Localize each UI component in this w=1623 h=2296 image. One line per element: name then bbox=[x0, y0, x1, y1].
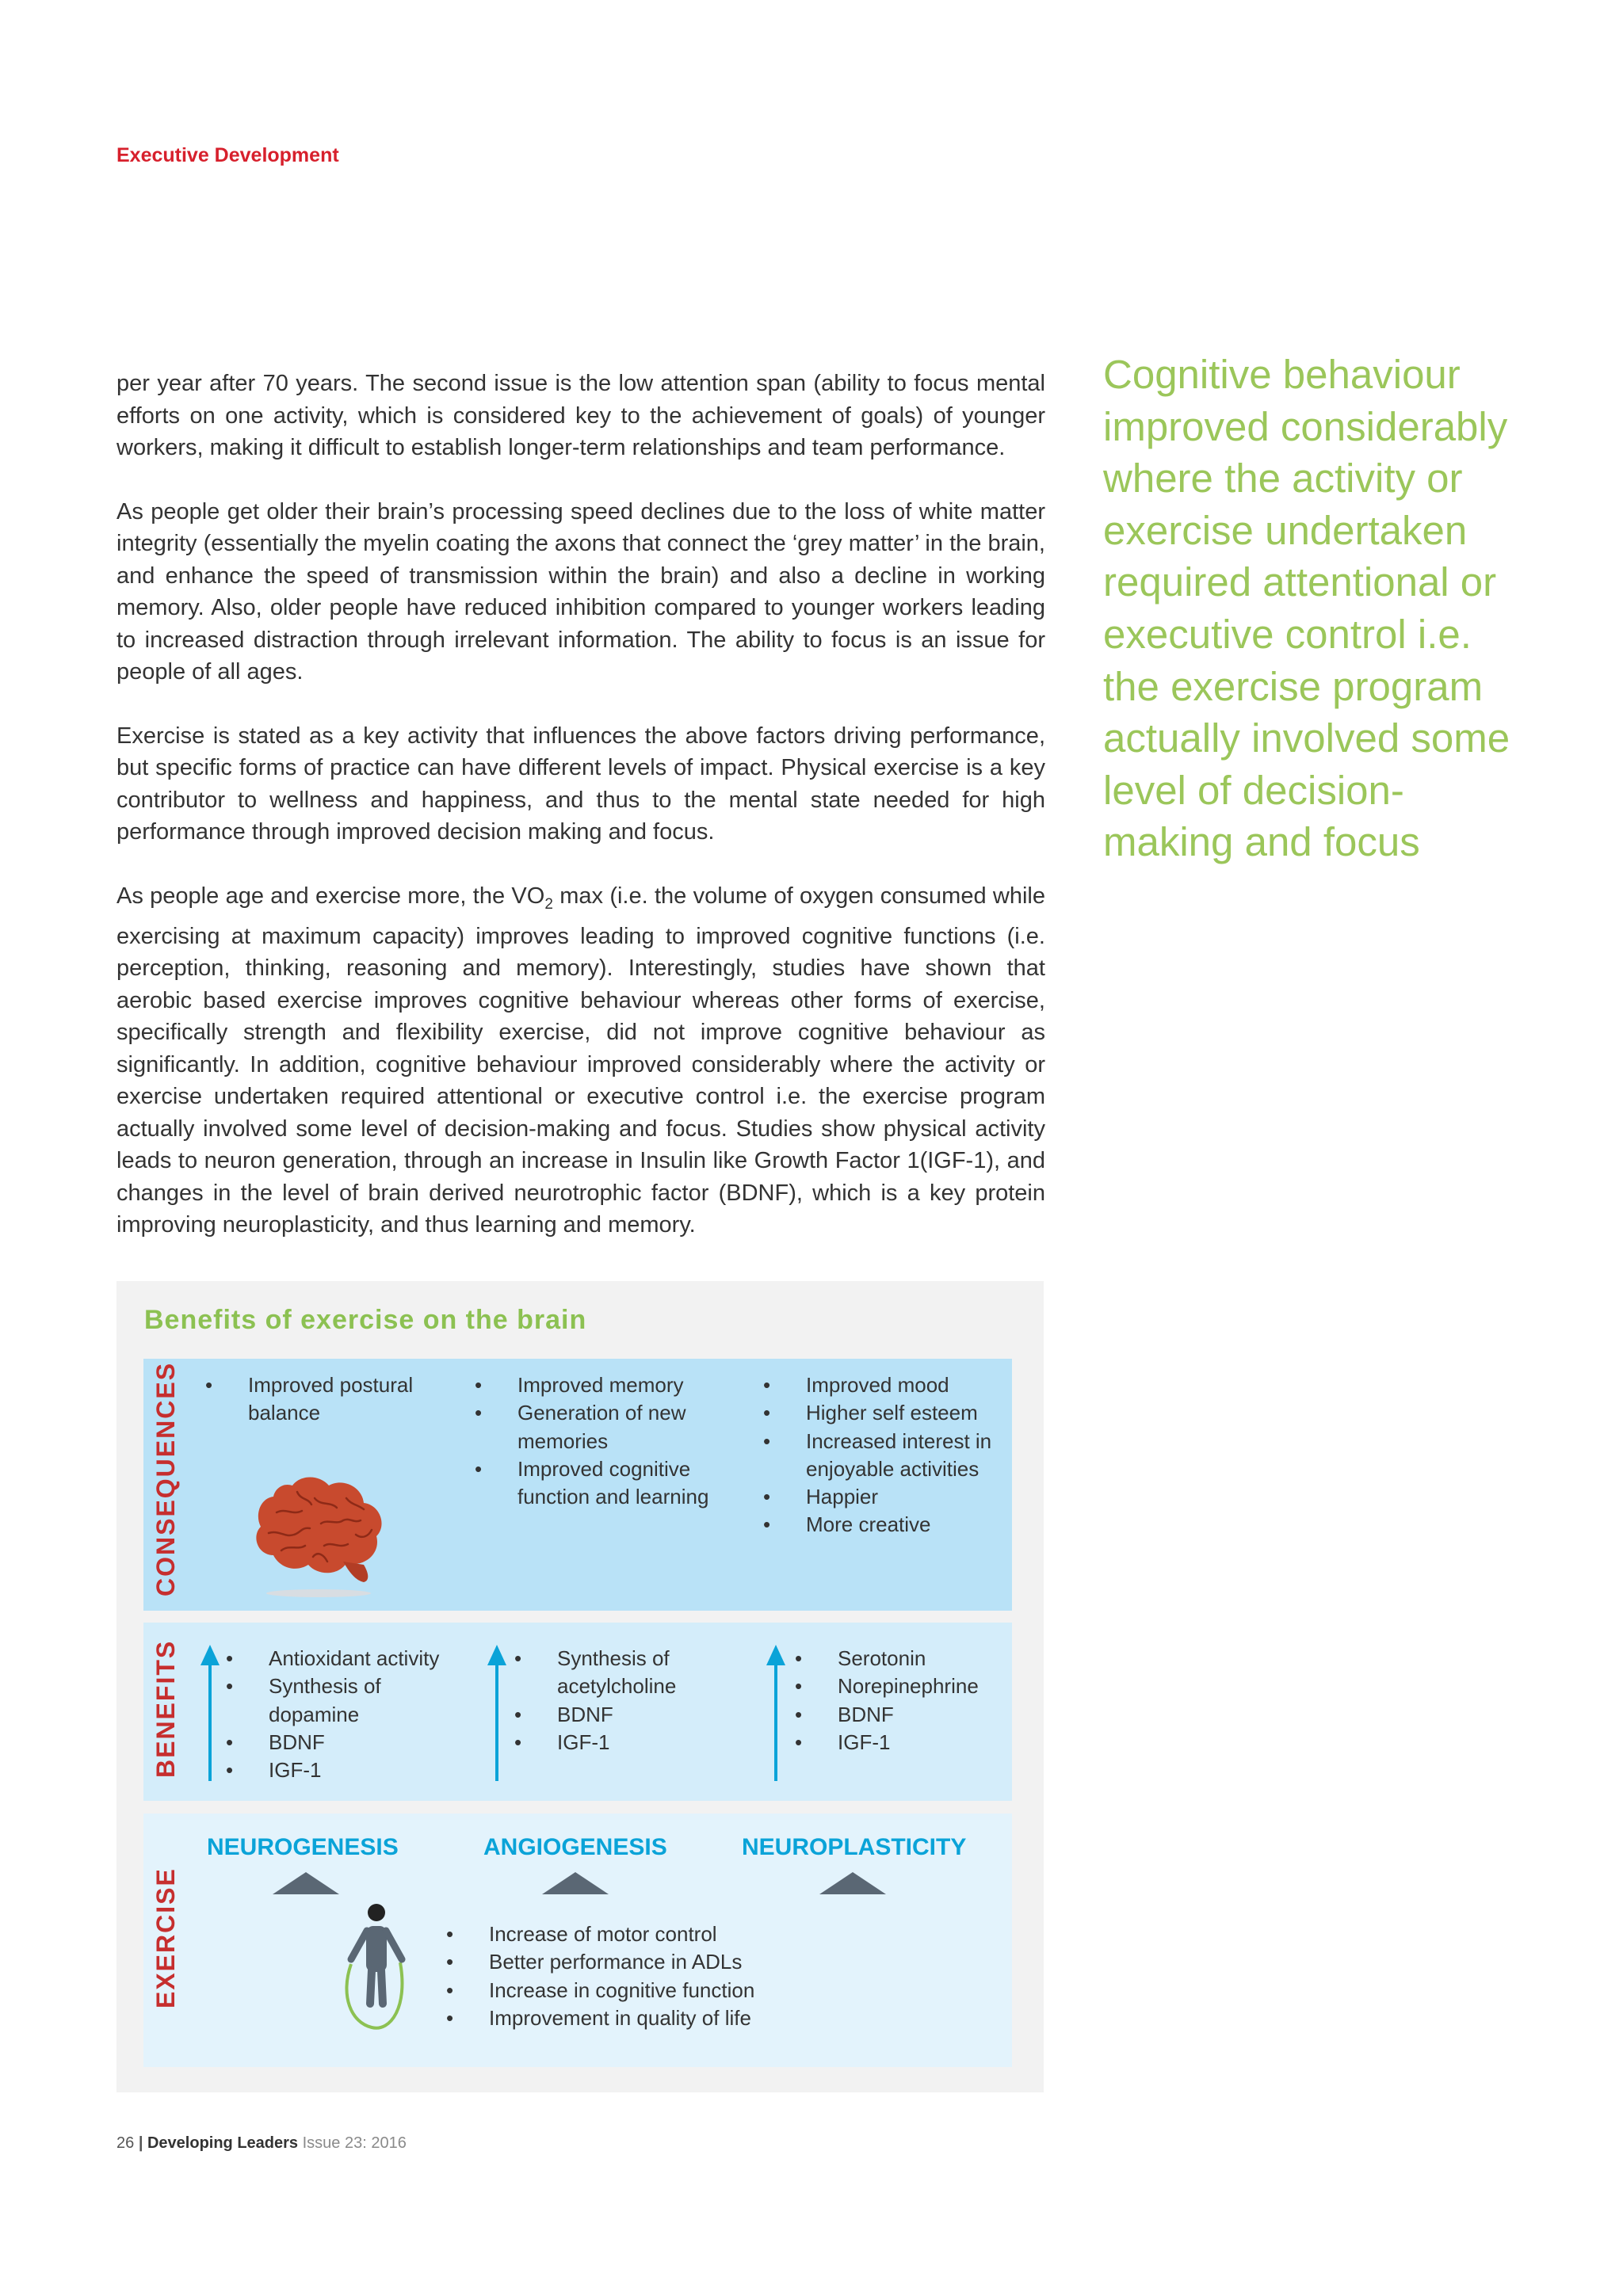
benefits-label: BENEFITS bbox=[151, 1639, 180, 1778]
list-item: • Improved memory bbox=[475, 1371, 720, 1399]
list-item: • Happier bbox=[763, 1483, 1001, 1511]
list-item: • IGF-1 bbox=[514, 1729, 736, 1756]
list-item: • Increase of motor control bbox=[446, 1920, 827, 1948]
p4-sub: 2 bbox=[544, 895, 553, 913]
list-item: • Better performance in ADLs bbox=[446, 1948, 827, 1976]
list-item: • BDNF bbox=[795, 1701, 1001, 1729]
consequences-list-3 bbox=[763, 1371, 1001, 1539]
p4-pre: As people age and exercise more, the VO bbox=[116, 883, 545, 909]
list-item: • IGF-1 bbox=[795, 1729, 1001, 1756]
page-number: 26 bbox=[116, 2134, 135, 2152]
list-item: • Increased interest in enjoyable activities bbox=[763, 1428, 1001, 1484]
list-item: • Synthesis of acetylcholine bbox=[514, 1645, 736, 1701]
list-item: • Improved postural balance bbox=[205, 1371, 419, 1428]
list-item: • More creative bbox=[763, 1511, 1001, 1539]
list-item: • Higher self esteem bbox=[763, 1399, 1001, 1427]
p4-post: max (i.e. the volume of oxygen consumed while exercising at maximum capacity) improves leading to improved cognitive functions (i.e. perception, thinking, reasoning and memory). Interestingly, studies have shown that aerobic based exercise improves cognitive behaviour whereas other forms of exercise, specifically strength and flexibility exercise, did not improve cognitive behaviour as significantly. In addition, cognitive behaviour improved considerably where the activity or exercise undertaken required attentional or executive control i.e. the exercise program actually involved some level of decision-making and focus. Studies show physical activity leads to neuron generation, through an increase in Insulin like Growth Factor 1(IGF-1), and changes in the level of brain derived neurotrophic factor (BDNF), which is a key protein improving neuroplasticity, and thus learning and memory. bbox=[116, 883, 1046, 1238]
paragraph-1: per year after 70 years. The second issue is the low attention span (ability to focus mental efforts on one activity, which is considered key to the achievement of goals) of younger workers, making it difficult to establish longer-term relationships and team performance. bbox=[116, 371, 1045, 460]
consequences-label: CONSEQUENCES bbox=[151, 1361, 180, 1596]
exercise-list bbox=[446, 1920, 827, 2032]
consequences-band bbox=[143, 1359, 1012, 1611]
benefits-list-1 bbox=[226, 1645, 456, 1784]
triangle-icon bbox=[819, 1872, 886, 1894]
exercise-label: EXERCISE bbox=[151, 1867, 180, 2008]
benefits-band bbox=[143, 1623, 1012, 1801]
brain-icon bbox=[245, 1457, 392, 1600]
list-item: • Improvement in quality of life bbox=[446, 2004, 827, 2032]
section-title: Executive Development bbox=[116, 144, 339, 166]
paragraph-3: Exercise is stated as a key activity that influences the above factors driving performance, but specific forms of practice can have different levels of impact. Physical exercise is a key contributor to wellness and happiness, and thus to the mental state needed for high performance through improved decision making and focus. bbox=[116, 723, 1045, 845]
up-arrow-icon bbox=[766, 1645, 785, 1781]
publication-name: Developing Leaders bbox=[147, 2134, 299, 2152]
infographic-title: Benefits of exercise on the brain bbox=[144, 1305, 587, 1335]
pull-quote: Cognitive behaviour improved considerably where the activity or exercise undertaken required attentional or executive control i.e. the exercise program actually involved some level of decision-making and focus bbox=[1103, 352, 1510, 865]
list-item: • Antioxidant activity bbox=[226, 1645, 456, 1672]
neurogenesis-heading: NEUROGENESIS bbox=[207, 1834, 399, 1860]
article-body bbox=[116, 368, 1045, 1241]
up-arrow-icon bbox=[487, 1645, 506, 1781]
footer-separator: | bbox=[138, 2134, 143, 2152]
list-item: • Increase in cognitive function bbox=[446, 1977, 827, 2004]
list-item: • Norepinephrine bbox=[795, 1672, 1001, 1700]
paragraph-4 bbox=[116, 880, 1045, 1241]
list-item: • Synthesis of dopamine bbox=[226, 1672, 456, 1729]
list-item: • Serotonin bbox=[795, 1645, 1001, 1672]
benefits-list-3 bbox=[795, 1645, 1001, 1756]
list-item: • Improved mood bbox=[763, 1371, 1001, 1399]
angiogenesis-heading: ANGIOGENESIS bbox=[483, 1834, 667, 1860]
skipping-person-icon bbox=[332, 1902, 419, 2035]
consequences-list-1 bbox=[205, 1371, 419, 1428]
list-item: • Improved cognitive function and learning bbox=[475, 1455, 720, 1512]
issue-label: Issue 23: 2016 bbox=[302, 2134, 407, 2152]
infographic bbox=[116, 1281, 1044, 2092]
triangle-icon bbox=[542, 1872, 609, 1894]
list-item: • Generation of new memories bbox=[475, 1399, 720, 1455]
page-footer bbox=[116, 2134, 407, 2153]
list-item: • IGF-1 bbox=[226, 1756, 456, 1784]
list-item: • BDNF bbox=[514, 1701, 736, 1729]
up-arrow-icon bbox=[200, 1645, 220, 1781]
consequences-list-2 bbox=[475, 1371, 720, 1511]
list-item: • BDNF bbox=[226, 1729, 456, 1756]
paragraph-2: As people get older their brain’s processing speed declines due to the loss of white matter integrity (essentially the myelin coating the axons that connect the ‘grey matter’ in the brain, and enhance the speed of transmission within the brain) and also a decline in working memory. Also, older people have reduced inhibition compared to younger workers leading to increased distraction through irrelevant information. The ability to focus is an issue for people of all ages. bbox=[116, 498, 1045, 685]
triangle-icon bbox=[273, 1872, 339, 1894]
neuroplasticity-heading: NEUROPLASTICITY bbox=[742, 1834, 967, 1860]
benefits-list-2 bbox=[514, 1645, 736, 1756]
